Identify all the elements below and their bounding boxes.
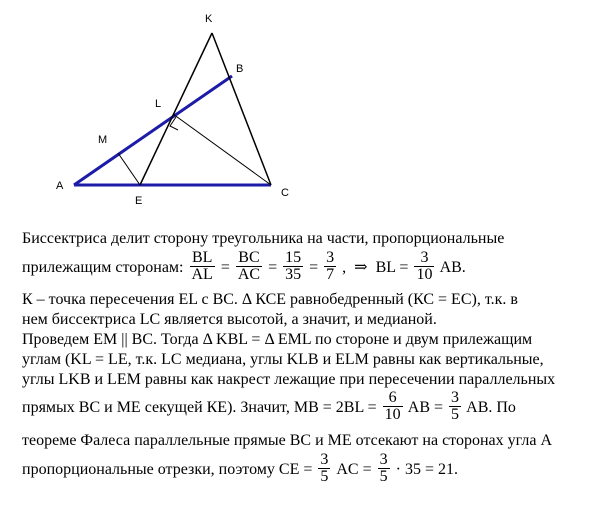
label-b: B [236,63,244,75]
line10-tail: · 35 = 21. [395,461,458,478]
line2-lead: прилежащим сторонам: [22,259,184,276]
frac-num: 3 [414,250,434,267]
line-ke [140,33,212,185]
fraction-3-5 [449,390,461,423]
text-line-7: углы LKB и LEM равны как накрест лежащие при пересечении параллельных [22,371,556,388]
label-k: K [205,13,213,25]
frac-den: 5 [379,467,388,485]
equals: = [220,259,230,276]
frac-num: BC [236,250,262,267]
frac-num: 3 [326,248,335,266]
text-line-4: нем биссектриса LC является высотой, а значит, и медианой. [22,311,437,328]
label-l: L [155,98,162,110]
frac-den: 7 [326,265,335,283]
text-line-10 [22,450,592,487]
bisector-lc [173,114,271,185]
equals: = [268,259,278,276]
frac-den: 5 [451,405,460,423]
label-a: A [56,180,64,192]
fraction-bl-al [190,250,215,283]
frac-den: AL [191,265,213,283]
frac-den: 5 [320,467,329,485]
frac-num: BL [190,250,215,267]
line8-tail: AB. По [466,399,516,416]
text-line-1: Биссектриса делит сторону треугольника на части, пропорциональные [22,230,505,247]
frac-den: 10 [416,265,433,283]
side-ab [74,76,232,185]
label-m: M [98,134,108,146]
fraction-6-10 [383,390,403,423]
fraction-3-10 [414,250,434,283]
fraction-bc-ac [236,250,262,283]
fraction-3-7 [324,250,336,283]
frac-den: AC [237,265,261,283]
fraction-3-5-b [378,452,390,485]
frac-num: 15 [285,248,302,266]
line2-tail: AB. [439,259,466,276]
text-line-6: углам (KL = LE, т.к. LC медиана, углы KLB и ELM равны как вертикальные, [22,351,544,368]
equals: = [309,259,319,276]
frac-num: 3 [451,388,460,406]
line-me [118,153,140,185]
line10-lead: пропорциональные отрезки, поэтому СЕ = [22,461,313,478]
text-line-8 [22,388,592,425]
text-line-2 [22,248,592,285]
fraction-3-5-a [318,452,330,485]
frac-num: 6 [383,390,403,407]
text-line-9: теореме Фалеса параллельные прямые ВС и МЕ отсекают на сторонах угла А [22,432,553,449]
frac-den: 35 [285,265,302,283]
label-c: C [281,187,289,199]
frac-den: 10 [384,405,401,423]
line8-mid: AB = [407,399,444,416]
fraction-15-35 [283,250,303,283]
frac-num: 3 [379,450,388,468]
line8-lead: прямых ВС и МЕ секущей КЕ). Значит, МВ = 2BL = [22,399,377,416]
triangle-diagram [0,0,600,215]
label-e: E [135,195,143,207]
line-kc [212,33,271,185]
text-line-3: К – точка пересечения EL с ВС. Δ КСЕ равнобедренный (КС = ЕС), т.к. в [22,291,518,308]
line10-mid: AC = [336,461,372,478]
frac-num: 3 [320,450,329,468]
implies: , ⇒ BL = [342,259,409,276]
text-line-5: Проведем ЕМ || ВС. Тогда Δ KBL = Δ EML по стороне и двум прилежащим [22,331,533,348]
